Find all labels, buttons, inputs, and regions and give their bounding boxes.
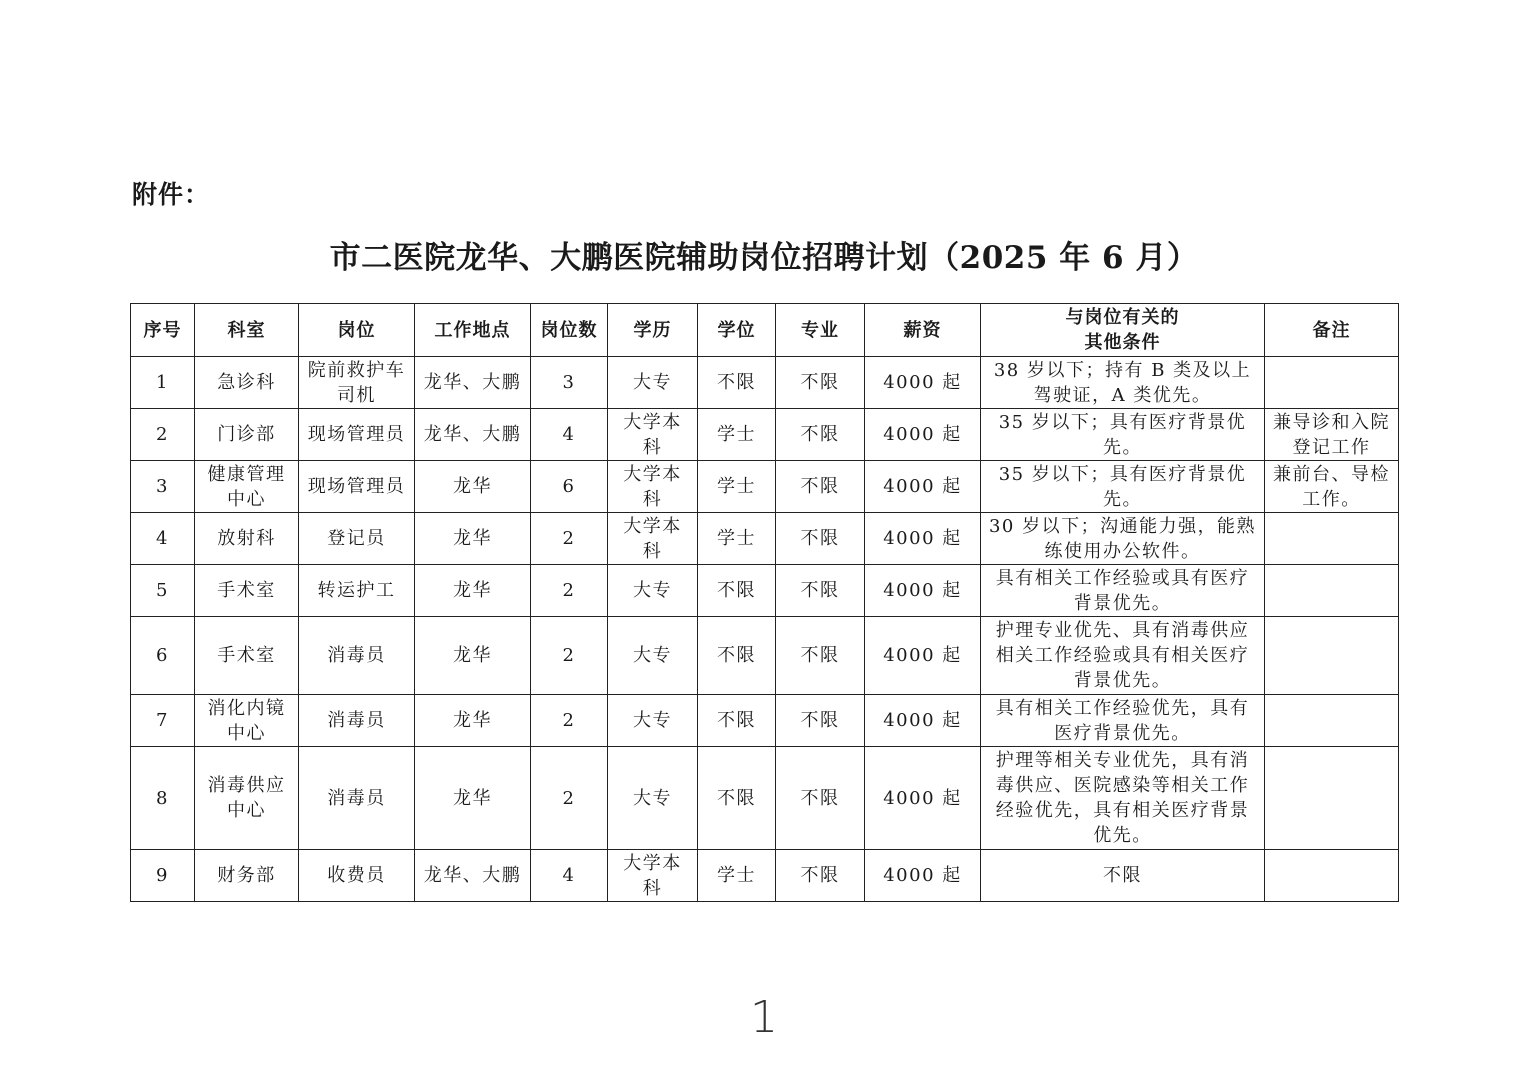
cell-other-conditions: 不限 [981,850,1265,902]
cell-department: 健康管理中心 [195,461,299,513]
cell-headcount: 6 [531,461,608,513]
cell-position: 转运护工 [299,565,415,617]
table-row [131,461,1399,513]
cell-position: 院前救护车司机 [299,357,415,409]
cell-major: 不限 [776,409,865,461]
cell-degree: 不限 [698,695,776,747]
cell-position: 现场管理员 [299,461,415,513]
cell-headcount: 2 [531,513,608,565]
header-major: 专业 [776,304,865,357]
cell-major: 不限 [776,357,865,409]
cell-other-conditions: 具有相关工作经验或具有医疗背景优先。 [981,565,1265,617]
cell-department: 消化内镜中心 [195,695,299,747]
cell-salary: 4000 起 [865,565,981,617]
header-index: 序号 [131,304,195,357]
cell-salary: 4000 起 [865,617,981,695]
cell-index: 7 [131,695,195,747]
header-other-conditions: 与岗位有关的 其他条件 [981,304,1265,357]
cell-degree: 学士 [698,409,776,461]
cell-degree: 不限 [698,357,776,409]
header-remarks: 备注 [1265,304,1399,357]
header-education: 学历 [608,304,698,357]
cell-degree: 不限 [698,617,776,695]
cell-remarks [1265,357,1399,409]
table-body [131,357,1399,902]
cell-headcount: 2 [531,617,608,695]
cell-position: 消毒员 [299,695,415,747]
table-row [131,747,1399,850]
cell-other-conditions: 护理等相关专业优先，具有消毒供应、医院感染等相关工作经验优先，具有相关医疗背景优先。 [981,747,1265,850]
table-row [131,617,1399,695]
header-position: 岗位 [299,304,415,357]
header-headcount: 岗位数 [531,304,608,357]
cell-position: 消毒员 [299,747,415,850]
cell-salary: 4000 起 [865,695,981,747]
cell-location: 龙华 [415,461,531,513]
cell-remarks: 兼前台、导检工作。 [1265,461,1399,513]
page-number: 1 [750,992,778,1043]
cell-salary: 4000 起 [865,747,981,850]
cell-other-conditions: 具有相关工作经验优先，具有医疗背景优先。 [981,695,1265,747]
cell-remarks [1265,747,1399,850]
cell-location: 龙华 [415,617,531,695]
cell-index: 1 [131,357,195,409]
cell-location: 龙华、大鹏 [415,409,531,461]
cell-major: 不限 [776,850,865,902]
cell-major: 不限 [776,513,865,565]
cell-position: 登记员 [299,513,415,565]
cell-headcount: 2 [531,695,608,747]
cell-remarks: 兼导诊和入院登记工作 [1265,409,1399,461]
cell-location: 龙华、大鹏 [415,357,531,409]
cell-department: 门诊部 [195,409,299,461]
cell-department: 急诊科 [195,357,299,409]
cell-education: 大专 [608,747,698,850]
cell-education: 大专 [608,617,698,695]
cell-degree: 不限 [698,747,776,850]
table-row [131,357,1399,409]
cell-salary: 4000 起 [865,409,981,461]
cell-major: 不限 [776,565,865,617]
cell-index: 8 [131,747,195,850]
cell-headcount: 2 [531,565,608,617]
table-row [131,409,1399,461]
cell-other-conditions: 35 岁以下；具有医疗背景优先。 [981,409,1265,461]
cell-index: 4 [131,513,195,565]
cell-other-conditions: 护理专业优先、具有消毒供应相关工作经验或具有相关医疗背景优先。 [981,617,1265,695]
cell-headcount: 4 [531,850,608,902]
cell-degree: 学士 [698,461,776,513]
cell-major: 不限 [776,747,865,850]
cell-remarks [1265,617,1399,695]
table-header-row [131,304,1399,357]
cell-other-conditions: 38 岁以下；持有 B 类及以上驾驶证，A 类优先。 [981,357,1265,409]
table-row [131,850,1399,902]
cell-location: 龙华 [415,747,531,850]
recruitment-plan-table [130,303,1399,902]
cell-department: 放射科 [195,513,299,565]
cell-education: 大学本科 [608,409,698,461]
cell-salary: 4000 起 [865,850,981,902]
header-location: 工作地点 [415,304,531,357]
cell-location: 龙华 [415,513,531,565]
cell-department: 手术室 [195,617,299,695]
cell-education: 大专 [608,357,698,409]
cell-position: 收费员 [299,850,415,902]
document-title: 市二医院龙华、大鹏医院辅助岗位招聘计划（2025 年 6 月） [329,240,1199,276]
cell-remarks [1265,565,1399,617]
cell-position: 现场管理员 [299,409,415,461]
cell-degree: 学士 [698,513,776,565]
cell-index: 3 [131,461,195,513]
cell-location: 龙华 [415,565,531,617]
cell-remarks [1265,850,1399,902]
cell-major: 不限 [776,617,865,695]
cell-other-conditions: 35 岁以下；具有医疗背景优先。 [981,461,1265,513]
header-degree: 学位 [698,304,776,357]
attachment-label: 附件： [132,180,211,209]
header-department: 科室 [195,304,299,357]
cell-department: 手术室 [195,565,299,617]
cell-education: 大学本科 [608,513,698,565]
header-salary: 薪资 [865,304,981,357]
cell-index: 9 [131,850,195,902]
cell-location: 龙华、大鹏 [415,850,531,902]
cell-remarks [1265,513,1399,565]
cell-education: 大学本科 [608,850,698,902]
cell-salary: 4000 起 [865,461,981,513]
cell-salary: 4000 起 [865,357,981,409]
cell-education: 大专 [608,565,698,617]
cell-position: 消毒员 [299,617,415,695]
cell-degree: 学士 [698,850,776,902]
cell-degree: 不限 [698,565,776,617]
cell-major: 不限 [776,461,865,513]
table-row [131,695,1399,747]
cell-index: 6 [131,617,195,695]
cell-department: 消毒供应中心 [195,747,299,850]
cell-index: 2 [131,409,195,461]
cell-department: 财务部 [195,850,299,902]
cell-salary: 4000 起 [865,513,981,565]
cell-headcount: 2 [531,747,608,850]
table-row [131,513,1399,565]
cell-education: 大学本科 [608,461,698,513]
cell-other-conditions: 30 岁以下；沟通能力强，能熟练使用办公软件。 [981,513,1265,565]
cell-education: 大专 [608,695,698,747]
cell-remarks [1265,695,1399,747]
cell-index: 5 [131,565,195,617]
table-row [131,565,1399,617]
cell-headcount: 3 [531,357,608,409]
cell-major: 不限 [776,695,865,747]
cell-location: 龙华 [415,695,531,747]
cell-headcount: 4 [531,409,608,461]
